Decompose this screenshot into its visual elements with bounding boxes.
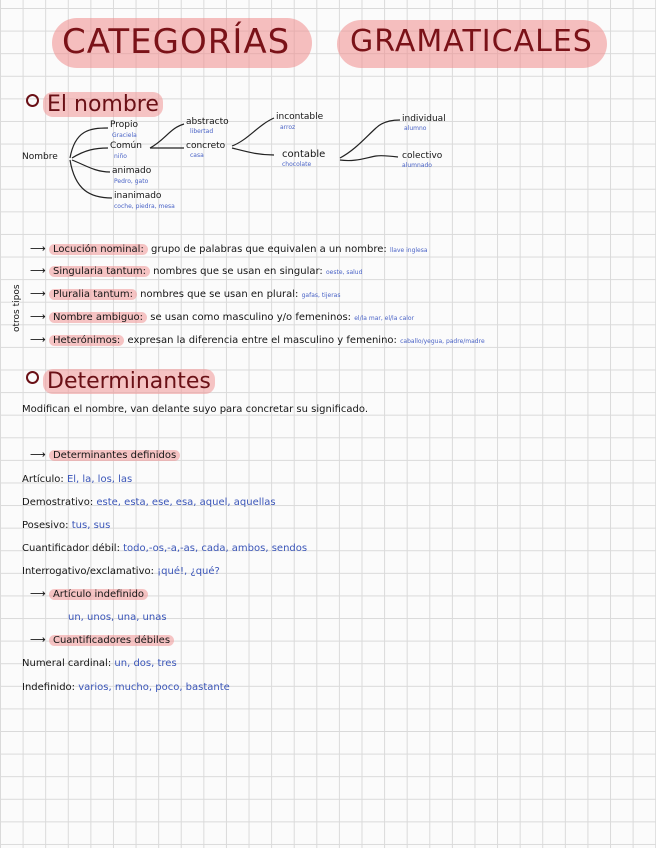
definidos-heading: Determinantes definidos [49, 450, 180, 461]
arrow-right-icon: ⟶ [30, 287, 46, 300]
tree-animado: animado [112, 166, 152, 176]
cuantificadores-heading-row [30, 633, 174, 646]
type-row-2 [30, 264, 362, 277]
type-row-4 [30, 310, 414, 323]
tree-inanimado-example: coche, piedra, mesa [114, 203, 175, 210]
type-example: gafas, tijeras [301, 292, 341, 299]
nombre-heading: El nombre [26, 92, 163, 117]
tree-incontable-example: arroz [280, 124, 296, 131]
definido-row-interrogativo: Interrogativo/exclamativo: ¡qué!, ¿qué? [22, 566, 220, 577]
tree-concreto-example: casa [190, 152, 204, 159]
tree-propio-example: Graciela [112, 132, 137, 139]
definido-row-posesivo: Posesivo: tus, sus [22, 520, 111, 531]
arrow-right-icon: ⟶ [30, 587, 46, 600]
type-text: grupo de palabras que equivalen a un nombre: [151, 244, 387, 255]
bullet-icon [26, 371, 39, 384]
tree-contable: contable [282, 149, 326, 160]
type-row-5 [30, 333, 485, 346]
type-example: oeste, salud [325, 269, 363, 276]
tree-incontable: incontable [276, 112, 324, 122]
type-text: se usan como masculino y/o femeninos: [150, 312, 352, 323]
type-term: Locución nominal: [49, 244, 148, 255]
arrow-right-icon: ⟶ [30, 333, 46, 346]
definidos-heading-row [30, 448, 180, 461]
arrow-right-icon: ⟶ [30, 264, 46, 277]
cuantificadores-heading: Cuantificadores débiles [49, 635, 174, 646]
tree-inanimado: inanimado [114, 191, 162, 201]
tree-individual-example: alumno [404, 125, 427, 132]
arrow-right-icon: ⟶ [30, 310, 46, 323]
definido-row-demostrativo: Demostrativo: este, esta, ese, esa, aquel, aquellas [22, 497, 276, 508]
arrow-right-icon: ⟶ [30, 633, 46, 646]
determinantes-heading: Determinantes [26, 369, 215, 394]
type-term: Nombre ambiguo: [49, 312, 147, 323]
type-text: nombres que se usan en singular: [153, 266, 323, 277]
tree-abstracto: abstracto [186, 117, 229, 127]
type-example: caballo/yegua, padre/madre [400, 338, 485, 345]
type-text: expresan la diferencia entre el masculino y femenino: [127, 335, 397, 346]
cuantificador-row-numeral: Numeral cardinal: un, dos, tres [22, 658, 177, 669]
indefinido-heading-row [30, 587, 148, 600]
type-term: Singularia tantum: [49, 266, 150, 277]
tree-comun-example: niño [114, 153, 127, 160]
cuantificador-row-indefinido: Indefinido: varios, mucho, poco, bastante [22, 682, 230, 693]
definido-row-articulo: Artículo: El, la, los, las [22, 474, 133, 485]
otros-tipos-label: otros tipos [12, 284, 22, 332]
tree-contable-example: chocolate [282, 161, 312, 168]
definido-row-cuantificador: Cuantificador débil: todo,-os,-a,-as, cada, ambos, sendos [22, 543, 308, 554]
tree-comun: Común [110, 141, 142, 151]
title-word-2: GRAMATICALES [350, 24, 593, 59]
type-example: el/la mar, el/la calor [354, 315, 415, 322]
title-word-1: CATEGORÍAS [62, 22, 291, 62]
tree-animado-example: Pedro, gato [114, 178, 149, 185]
arrow-right-icon: ⟶ [30, 448, 46, 461]
tree-root-nombre: Nombre [22, 152, 58, 162]
tree-colectivo: colectivo [402, 151, 443, 161]
tree-propio: Propio [110, 120, 138, 130]
type-row-1 [30, 242, 428, 255]
tree-concreto: concreto [186, 141, 226, 151]
arrow-right-icon: ⟶ [30, 242, 46, 255]
type-text: nombres que se usan en plural: [140, 289, 299, 300]
type-example: llave inglesa [389, 247, 428, 254]
determinantes-intro: Modifican el nombre, van delante suyo para concretar su significado. [22, 404, 368, 415]
type-row-3 [30, 287, 340, 300]
type-term: Pluralia tantum: [49, 289, 137, 300]
tree-abstracto-example: libertad [190, 128, 214, 135]
tree-individual: individual [402, 114, 446, 124]
type-term: Heterónimos: [49, 335, 124, 346]
indefinido-heading: Artículo indefinido [49, 589, 148, 600]
indefinido-value: un, unos, una, unas [68, 612, 167, 623]
tree-colectivo-example: alumnado [402, 162, 432, 169]
